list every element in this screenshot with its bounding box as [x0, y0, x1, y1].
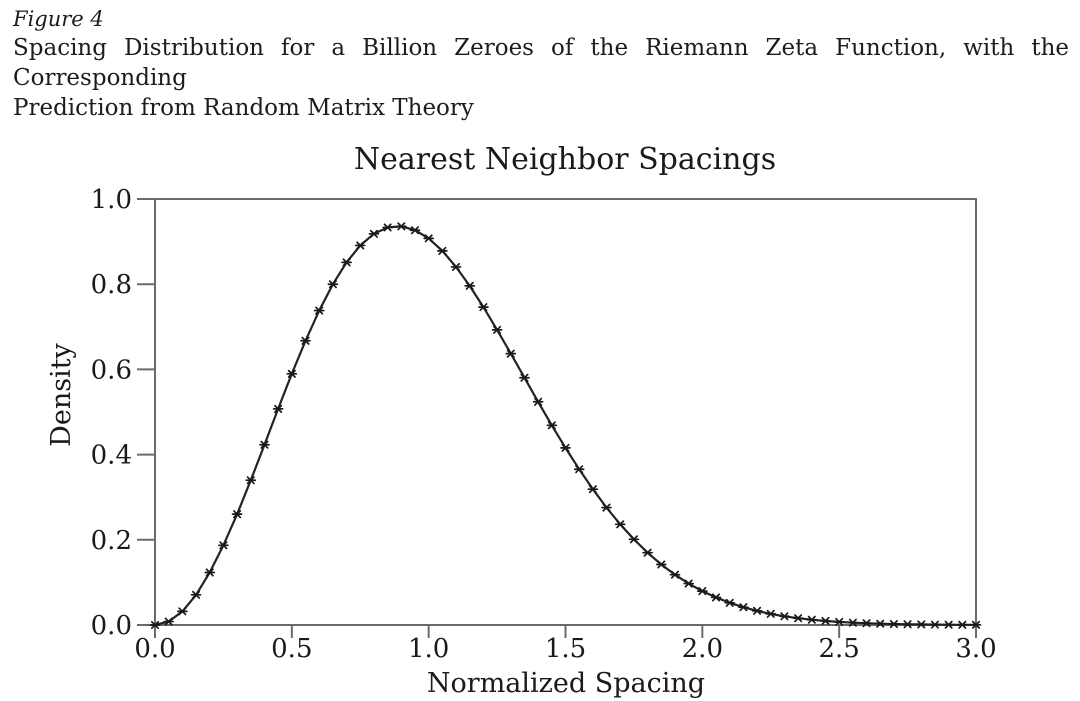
data-point-marker: [575, 466, 584, 472]
data-point-marker: [780, 613, 789, 619]
data-point-marker: [794, 615, 803, 621]
data-point-marker: [889, 621, 898, 627]
x-tick-label: 1.0: [407, 634, 450, 664]
data-point-marker: [739, 604, 748, 610]
zeta-zero-data-markers: [151, 223, 981, 628]
y-tick-label: 0.6: [90, 355, 132, 386]
data-point-marker: [725, 600, 734, 606]
data-point-marker: [424, 235, 433, 241]
data-point-marker: [479, 304, 488, 310]
figure-number-label: Figure 4: [13, 7, 104, 31]
data-point-marker: [602, 504, 611, 510]
data-point-marker: [698, 588, 707, 594]
data-point-marker: [164, 618, 173, 624]
y-axis-label: Density: [46, 343, 77, 447]
data-point-marker: [807, 617, 816, 623]
data-point-marker: [356, 242, 365, 248]
prediction-curve-path: [155, 226, 976, 625]
x-tick-label: 2.5: [818, 634, 860, 664]
data-point-marker: [438, 248, 447, 254]
data-point-marker: [342, 259, 351, 265]
data-point-marker: [397, 223, 406, 229]
data-point-marker: [561, 445, 570, 451]
y-tick-label: 0.4: [90, 440, 132, 471]
x-axis-ticks: [134, 625, 996, 664]
x-tick-label: 0.5: [271, 634, 313, 664]
x-tick-label: 2.0: [681, 634, 724, 664]
data-point-marker: [821, 618, 830, 624]
data-point-marker: [944, 622, 953, 628]
data-point-marker: [452, 264, 461, 270]
data-point-marker: [753, 608, 762, 614]
chart-title: Nearest Neighbor Spacings: [353, 142, 777, 177]
data-point-marker: [465, 283, 474, 289]
x-axis-label: Normalized Spacing: [426, 668, 706, 699]
data-point-marker: [383, 224, 392, 230]
x-tick-label: 0.0: [134, 634, 176, 664]
data-point-marker: [369, 231, 378, 237]
data-point-marker: [588, 486, 597, 492]
data-point-marker: [410, 227, 419, 233]
figure-caption-line-2: Prediction from Random Matrix Theory: [13, 95, 474, 121]
plot-frame: [155, 199, 976, 625]
data-point-marker: [616, 521, 625, 527]
y-axis-ticks: [91, 185, 155, 641]
data-point-marker: [712, 594, 721, 600]
data-point-marker: [629, 536, 638, 542]
y-tick-label: 0.0: [90, 611, 132, 641]
data-point-marker: [917, 621, 926, 627]
y-tick-label: 1.0: [90, 185, 132, 215]
data-point-marker: [547, 422, 556, 428]
data-point-marker: [192, 592, 201, 598]
data-point-marker: [493, 327, 502, 333]
rmt-prediction-curve: [155, 226, 976, 625]
data-point-marker: [643, 549, 652, 555]
y-tick-label: 0.2: [90, 525, 132, 556]
data-point-marker: [766, 611, 775, 617]
data-point-marker: [903, 621, 912, 627]
data-point-marker: [930, 621, 939, 627]
x-tick-label: 1.5: [544, 634, 587, 664]
y-tick-label: 0.8: [90, 270, 132, 301]
data-point-marker: [178, 608, 187, 614]
figure-caption-line-1: Spacing Distribution for a Billion Zeroes of the Riemann Zeta Function, with the Corresponding: [13, 35, 1069, 91]
data-point-marker: [670, 571, 679, 577]
x-tick-label: 3.0: [955, 634, 997, 664]
data-point-marker: [657, 561, 666, 567]
data-point-marker: [958, 622, 967, 628]
data-point-marker: [684, 580, 693, 586]
